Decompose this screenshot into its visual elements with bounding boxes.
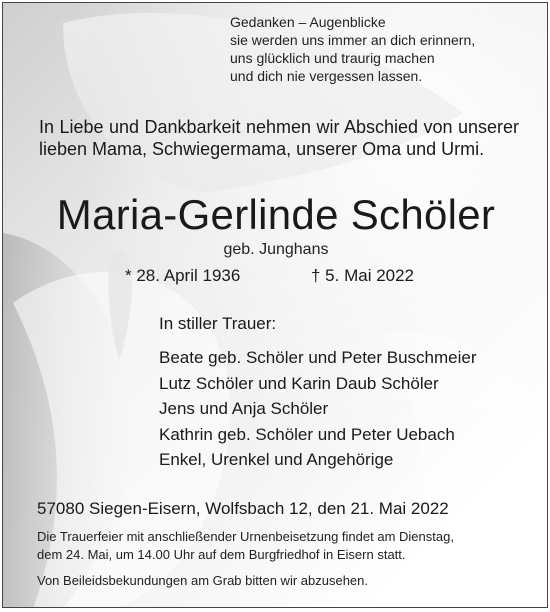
mourner-entry: Enkel, Urenkel und Angehörige xyxy=(159,450,394,469)
mourner-entry: Beate geb. Schöler und Peter Buschmeier xyxy=(159,348,477,367)
poem-line: und dich nie vergessen lassen. xyxy=(230,68,423,84)
place-and-date: 57080 Siegen-Eisern, Wolfsbach 12, den 21. Mai 2022 xyxy=(37,499,449,518)
intro-text: In Liebe und Dankbarkeit nehmen wir Abschied von unserer lieben Mama, Schwiegermama, unserer Oma und Urmi. xyxy=(39,117,519,159)
poem xyxy=(230,13,475,85)
mourning-label: In stiller Trauer: xyxy=(159,314,277,333)
mourners-list xyxy=(159,345,477,473)
maiden-name: geb. Junghans xyxy=(223,241,329,258)
obituary-card xyxy=(2,2,548,608)
poem-line: Gedanken – Augenblicke xyxy=(230,14,386,30)
mourner-entry: Lutz Schöler und Karin Daub Schöler xyxy=(159,373,439,393)
condolence-note: Von Beileidsbekundungen am Grab bitten wir abzusehen. xyxy=(37,573,368,588)
death-date: † 5. Mai 2022 xyxy=(311,266,415,285)
birth-date: * 28. April 1936 xyxy=(125,266,241,285)
funeral-info xyxy=(37,528,507,564)
mourner-entry: Jens und Anja Schöler xyxy=(159,399,329,418)
poem-line: uns glücklich und traurig machen xyxy=(230,50,435,66)
mourner-entry: Kathrin geb. Schöler und Peter Uebach xyxy=(159,424,455,444)
funeral-info-line: Die Trauerfeier mit anschließender Urnenbeisetzung findet am Dienstag, xyxy=(37,529,454,544)
deceased-name: Maria-Gerlinde Schöler xyxy=(56,191,496,238)
funeral-info-line: dem 24. Mai, um 14.00 Uhr auf dem Burgfriedhof in Eisern statt. xyxy=(37,547,406,562)
poem-line: sie werden uns immer an dich erinnern, xyxy=(230,32,476,48)
